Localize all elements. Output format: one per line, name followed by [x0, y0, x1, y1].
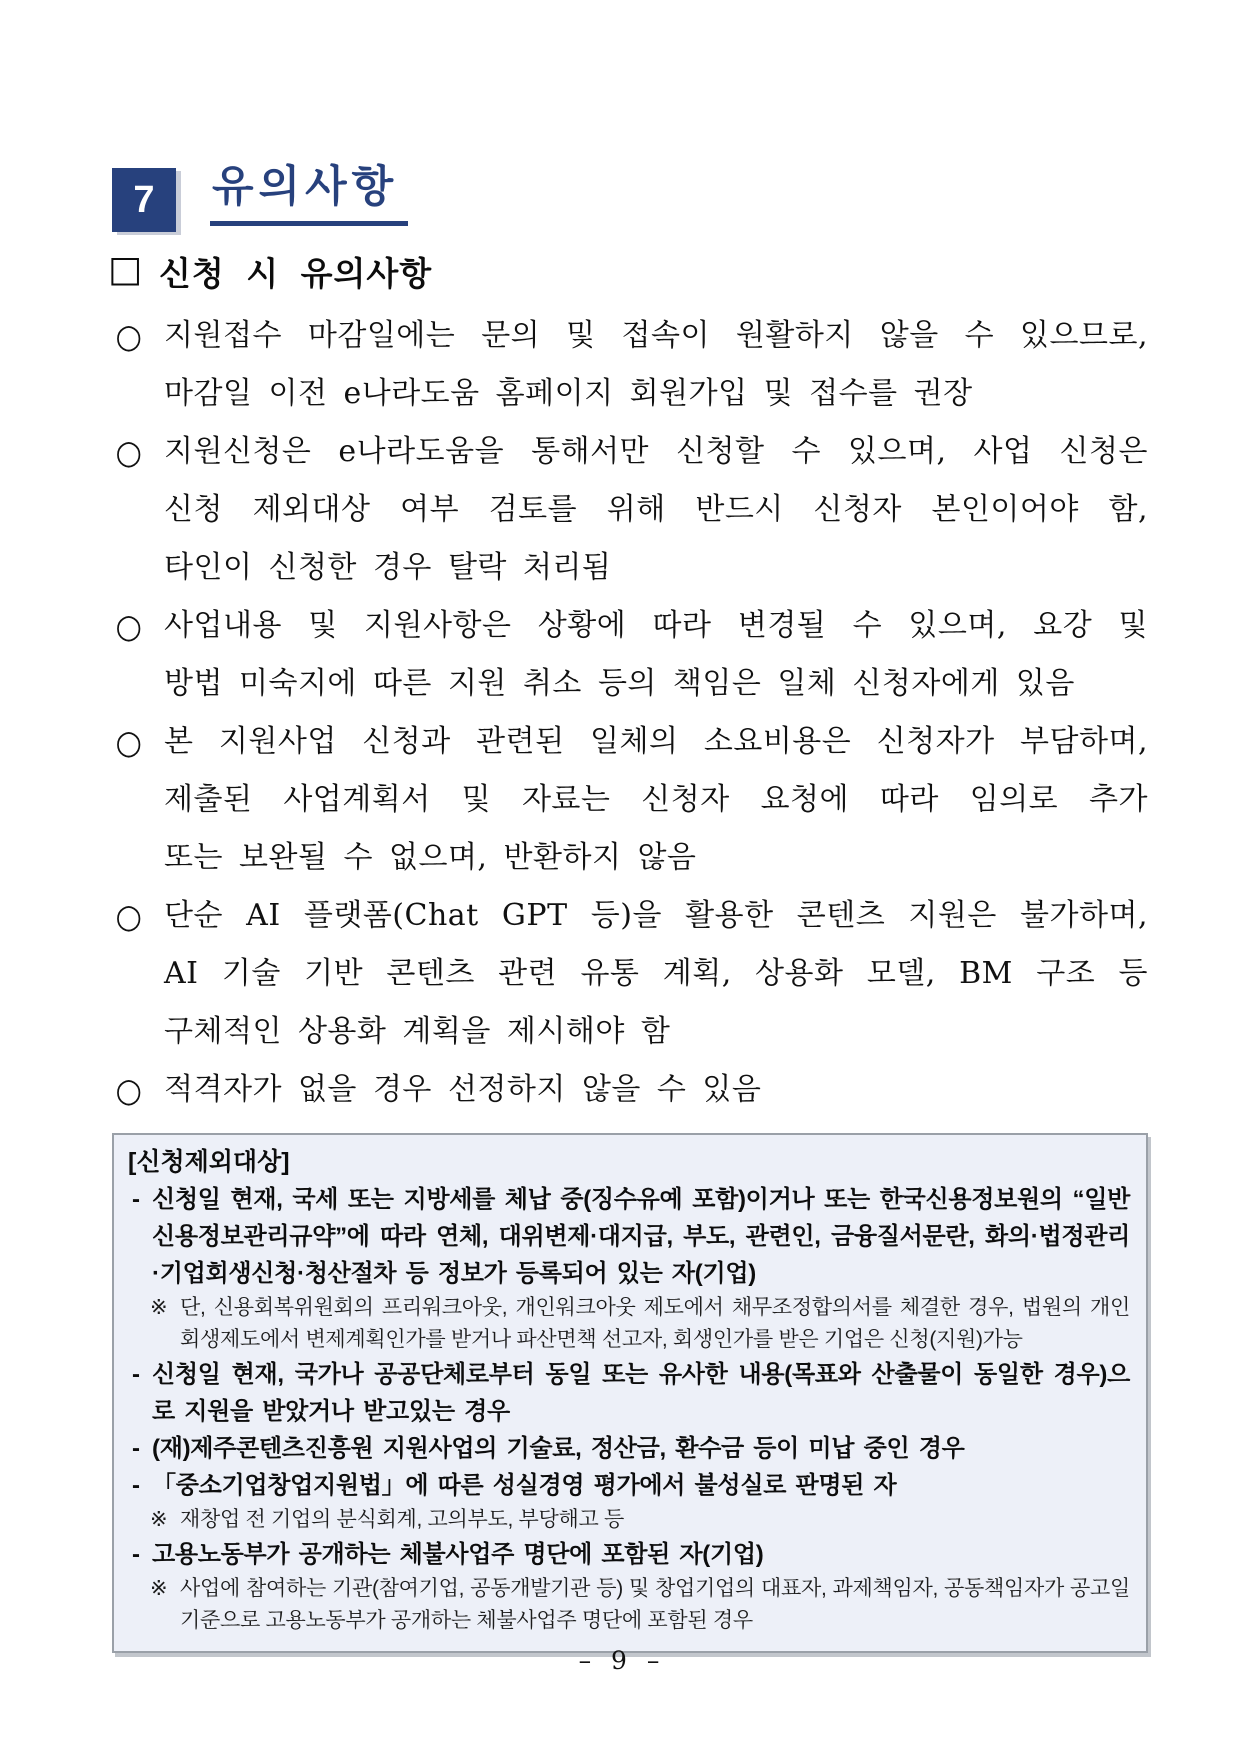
circle-bullet-icon: ○ [115, 606, 142, 646]
bullet-line: 구체적인 상용화 계획을 제시해야 함 [164, 1014, 671, 1049]
exclusion-item-text: (재)제주콘텐츠진흥원 지원사업의 기술료, 정산금, 환수금 등이 미납 중인 경우 [152, 1435, 965, 1462]
bullet-line: 또는 보완될 수 없으며, 반환하지 않음 [164, 840, 697, 875]
page-number: – 9 – [578, 1646, 662, 1675]
notice-bullet [112, 423, 1148, 597]
dash-bullet-icon: - [132, 1541, 140, 1568]
notice-bullet [112, 597, 1148, 713]
exclusion-item-text: 「중소기업창업지원법」에 따른 성실경영 평가에서 불성실로 판명된 자 [152, 1472, 897, 1499]
bullet-text [164, 713, 1148, 887]
square-bullet-icon: □ [108, 248, 144, 290]
bullet-line: 타인이 신청한 경우 탈락 처리됨 [164, 550, 612, 585]
exclusion-item-text: 신청일 현재, 국세 또는 지방세를 체납 중(징수유예 포함)이거나 또는 한국신용정보원의 “일반신용정보관리규약”에 따라 연체, 대위변제·대지급, 부도, 관련인, 금융질서문란, 화의·법정관리·기업회생신청·청산절차 등 정보가 등록되어 있는 자(기업) [152, 1186, 1130, 1287]
circle-bullet-icon: ○ [115, 896, 142, 936]
subheading [108, 248, 1148, 295]
exclusion-item-text: 단, 신용회복위원회의 프리워크아웃, 개인워크아웃 제도에서 채무조정합의서를 체결한 경우, 법원의 개인 회생제도에서 변제계획인가를 받거나 파산면책 선고자, 회생인가를 받은 기업은 신청(지원)가능 [180, 1296, 1130, 1351]
exclusion-item [128, 1430, 1130, 1467]
dash-bullet-icon: - [132, 1472, 140, 1499]
circle-bullet-icon: ○ [115, 1070, 142, 1110]
exclusion-item [128, 1536, 1130, 1573]
bullet-line: 제출된 사업계획서 및 자료는 신청자 요청에 따라 임의로 추가 [164, 782, 1148, 817]
bullet-text [164, 1061, 1148, 1119]
notice-bullet [112, 307, 1148, 423]
bullet-text [164, 307, 1148, 423]
exclusion-box-title: [신청제외대상] [128, 1148, 290, 1176]
exclusion-item-text: 사업에 참여하는 기관(참여기업, 공동개발기관 등) 및 창업기업의 대표자, 과제책임자, 공동책임자가 공고일 기준으로 고용노동부가 공개하는 체불사업주 명단에 포함된 경우 [180, 1577, 1130, 1632]
notice-bullet [112, 713, 1148, 887]
bullet-line: 신청 제외대상 여부 검토를 위해 반드시 신청자 본인이어야 함, [164, 492, 1148, 527]
exclusion-item-list [128, 1181, 1130, 1637]
exclusion-item [128, 1467, 1130, 1504]
circle-bullet-icon: ○ [115, 722, 142, 762]
circle-bullet-icon: ○ [115, 432, 142, 472]
circle-bullet-icon: ○ [115, 316, 142, 356]
bullet-line: AI 기술 기반 콘텐츠 관련 유통 계획, 상용화 모델, BM 구조 등 [164, 956, 1148, 991]
notice-bullet [112, 1061, 1148, 1119]
exclusion-note [128, 1292, 1130, 1356]
exclusion-note [128, 1573, 1130, 1637]
reference-mark-icon: ※ [150, 1577, 168, 1600]
bullet-line: 지원신청은 e나라도움을 통해서만 신청할 수 있으며, 사업 신청은 [164, 434, 1148, 469]
bullet-text [164, 887, 1148, 1061]
subheading-text: 신청 시 유의사항 [159, 254, 433, 293]
exclusion-item-text: 신청일 현재, 국가나 공공단체로부터 동일 또는 유사한 내용(목표와 산출물이 동일한 경우)으로 지원을 받았거나 받고있는 경우 [152, 1361, 1130, 1425]
section-number-badge: 7 [112, 168, 176, 232]
exclusion-note [128, 1504, 1130, 1536]
bullet-line: 마감일 이전 e나라도움 홈페이지 회원가입 및 접수를 권장 [164, 376, 973, 411]
exclusion-item [128, 1181, 1130, 1292]
exclusion-item [128, 1356, 1130, 1430]
bullet-text [164, 597, 1148, 713]
exclusion-item-text: 고용노동부가 공개하는 체불사업주 명단에 포함된 자(기업) [152, 1541, 764, 1568]
dash-bullet-icon: - [132, 1186, 140, 1213]
bullet-line: 본 지원사업 신청과 관련된 일체의 소요비용은 신청자가 부담하며, [164, 724, 1148, 759]
bullet-list [112, 307, 1148, 1119]
dash-bullet-icon: - [132, 1435, 140, 1462]
bullet-line: 적격자가 없을 경우 선정하지 않을 수 있음 [164, 1072, 762, 1107]
dash-bullet-icon: - [132, 1361, 140, 1388]
reference-mark-icon: ※ [150, 1508, 168, 1531]
reference-mark-icon: ※ [150, 1296, 168, 1319]
bullet-line: 방법 미숙지에 따른 지원 취소 등의 책임은 일체 신청자에게 있음 [164, 666, 1075, 701]
notice-bullet [112, 887, 1148, 1061]
section-title: 유의사항 [210, 164, 408, 226]
exclusion-item-text: 재창업 전 기업의 분식회계, 고의부도, 부당해고 등 [180, 1508, 624, 1531]
exclusion-box [112, 1133, 1148, 1653]
bullet-line: 사업내용 및 지원사항은 상황에 따라 변경될 수 있으며, 요강 및 [164, 608, 1148, 643]
bullet-text [164, 423, 1148, 597]
bullet-line: 단순 AI 플랫폼(Chat GPT 등)을 활용한 콘텐츠 지원은 불가하며, [164, 898, 1148, 933]
bullet-line: 지원접수 마감일에는 문의 및 접속이 원활하지 않을 수 있으므로, [164, 318, 1148, 353]
section-header [112, 163, 1148, 232]
